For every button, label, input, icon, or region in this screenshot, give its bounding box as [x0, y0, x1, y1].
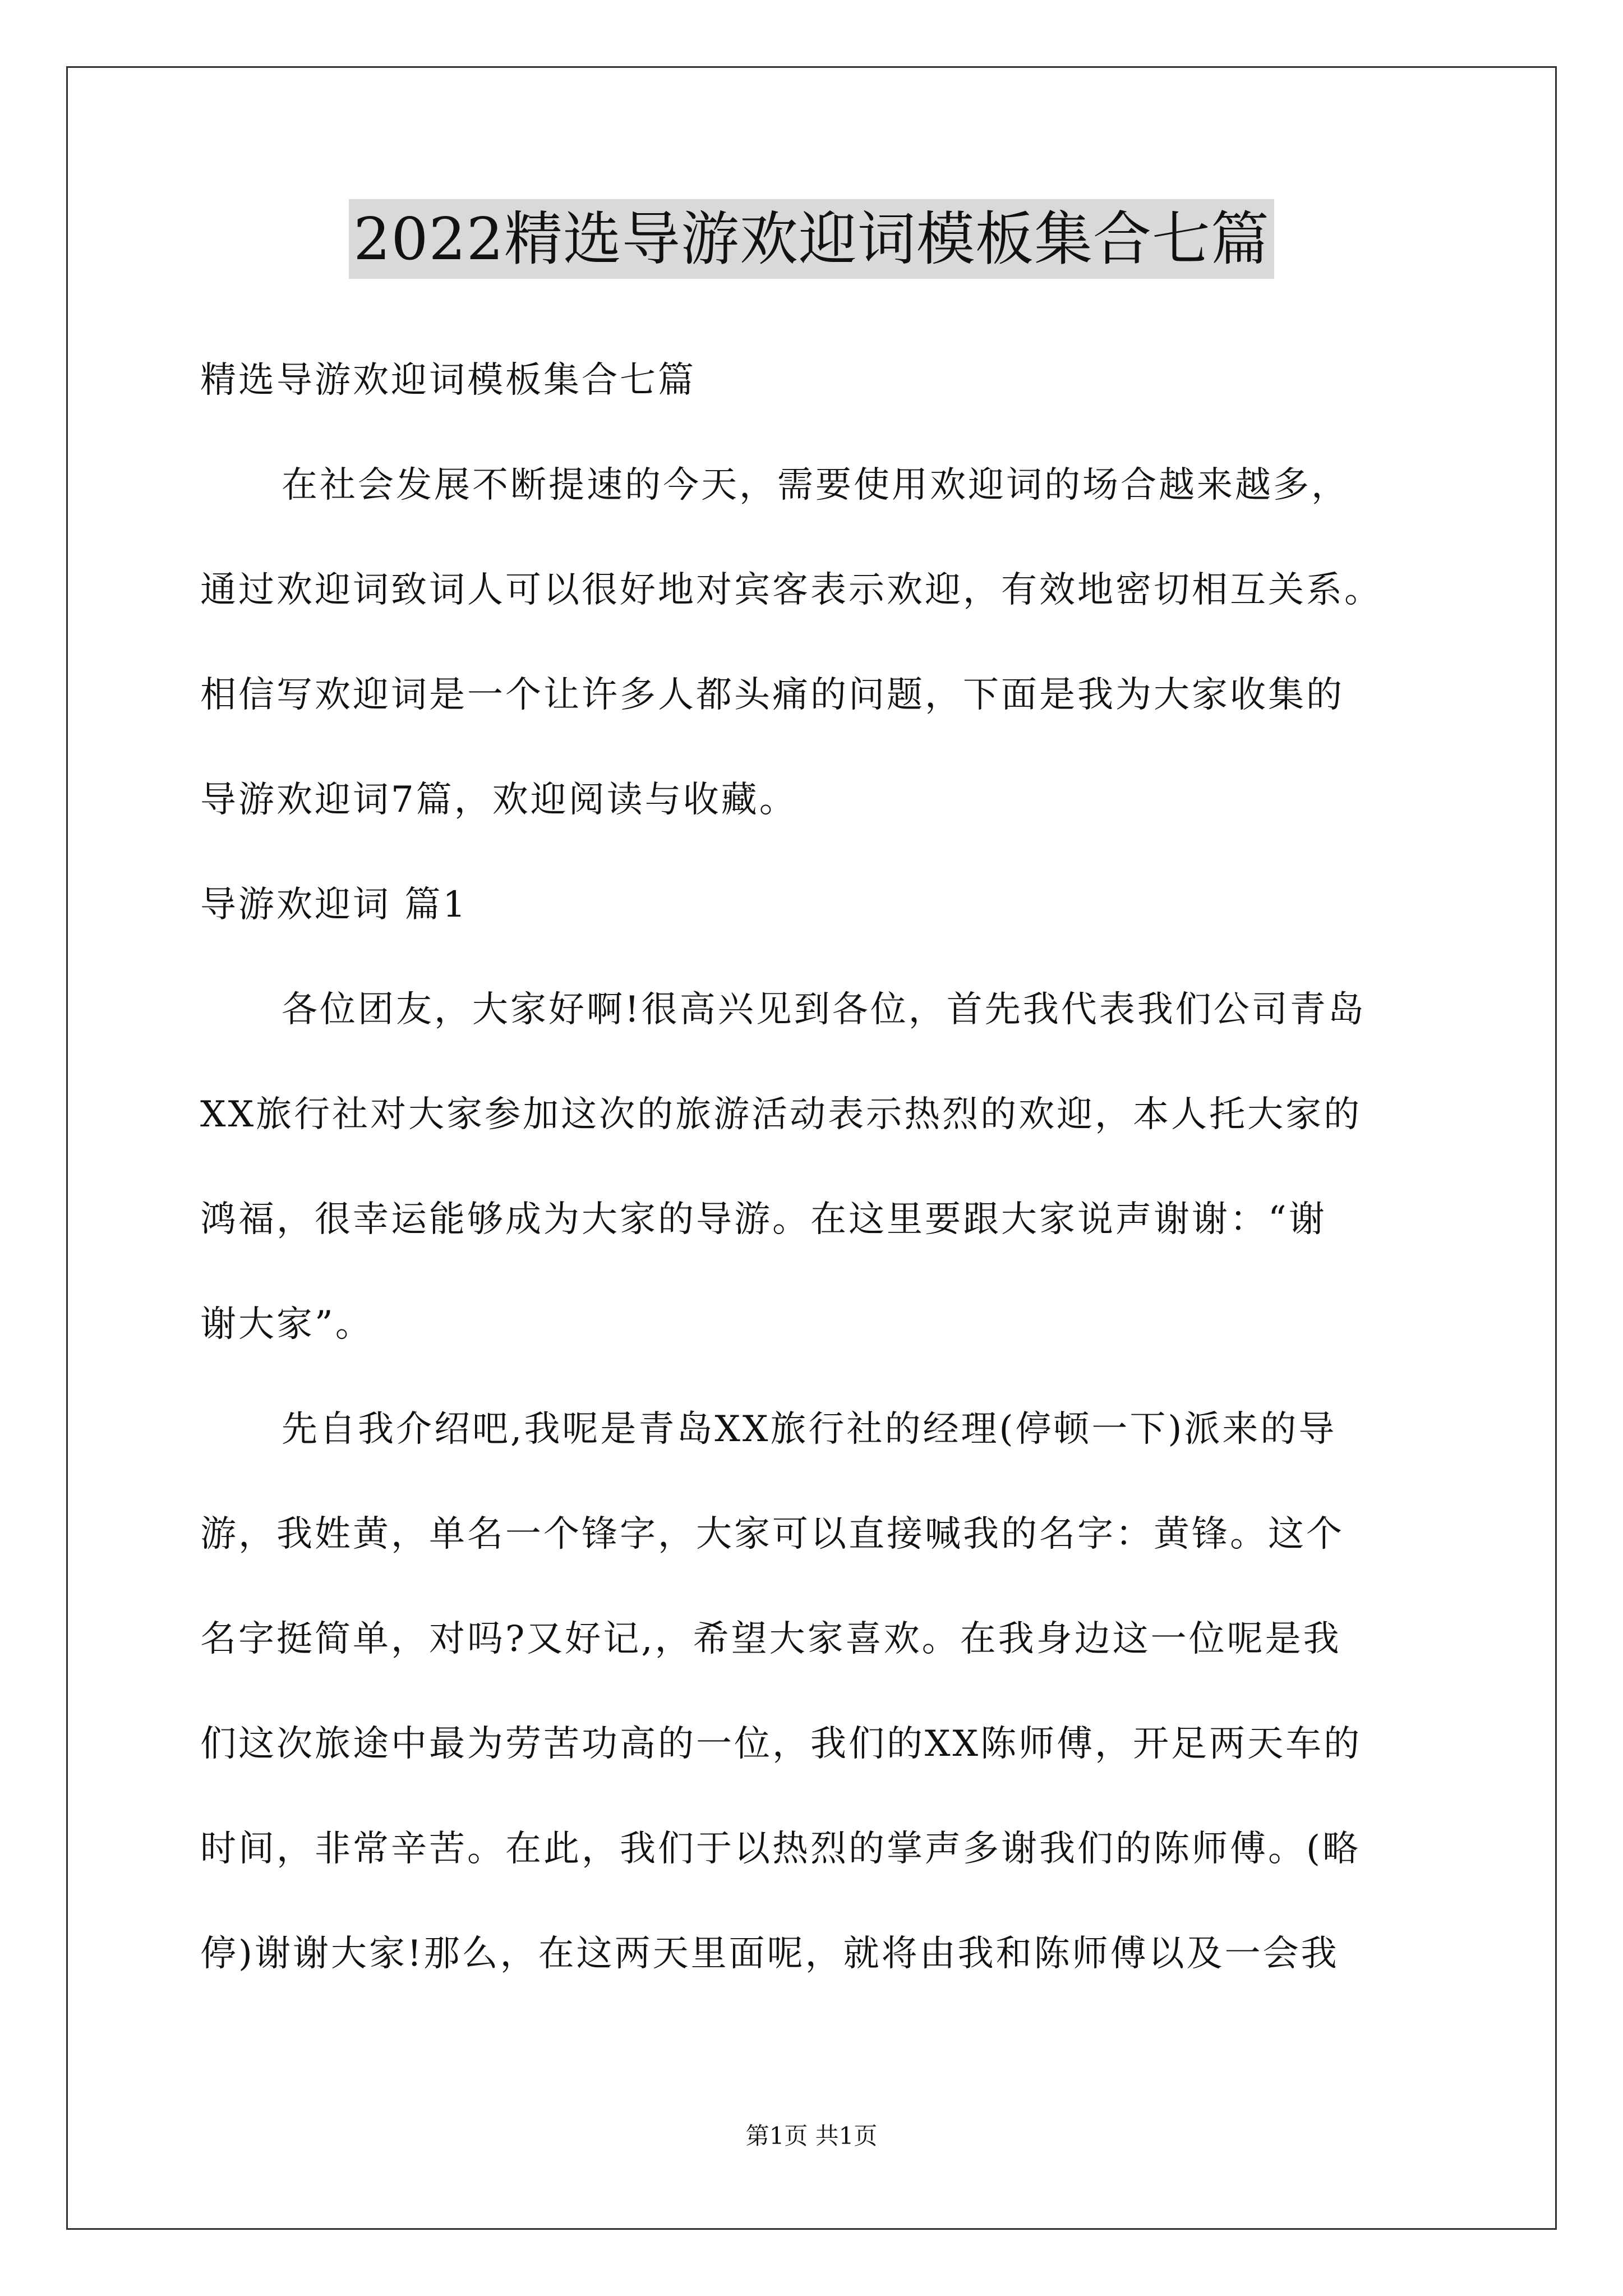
- paragraph2-line-2: 游，我姓黄，单名一个锋字，大家可以直接喊我的名字：黄锋。这个: [200, 1513, 1344, 1555]
- paragraph2-line-4: 们这次旅途中最为劳苦功高的一位，我们的XX陈师傅，开足两天车的: [200, 1723, 1362, 1765]
- page-footer: 第1页 共1页: [745, 2122, 878, 2150]
- intro-line-2: 通过欢迎词致词人可以很好地对宾客表示欢迎，有效地密切相互关系。: [200, 569, 1382, 611]
- paragraph2-line-3: 名字挺简单，对吗?又好记,，希望大家喜欢。在我身边这一位呢是我: [200, 1618, 1341, 1660]
- paragraph2-line-5: 时间，非常辛苦。在此，我们于以热烈的掌声多谢我们的陈师傅。(略: [200, 1828, 1361, 1870]
- paragraph1-line-3: 鸿福，很幸运能够成为大家的导游。在这里要跟大家说声谢谢：“谢: [200, 1199, 1327, 1240]
- document-subtitle: 精选导游欢迎词模板集合七篇: [200, 360, 696, 401]
- section-heading: 导游欢迎词 篇1: [200, 884, 468, 926]
- paragraph1-line-2: XX旅行社对大家参加这次的旅游活动表示热烈的欢迎，本人托大家的: [200, 1094, 1362, 1135]
- document-title: 2022精选导游欢迎词模板集合七篇: [349, 199, 1274, 279]
- title-area: [0, 199, 1623, 279]
- intro-line-3: 相信写欢迎词是一个让许多人都头痛的问题，下面是我为大家收集的: [200, 674, 1344, 716]
- paragraph2-line-1: 先自我介绍吧,我呢是青岛XX旅行社的经理(停顿一下)派来的导: [282, 1409, 1337, 1450]
- intro-line-4: 导游欢迎词7篇，欢迎阅读与收藏。: [200, 779, 797, 821]
- intro-line-1: 在社会发展不断提速的今天，需要使用欢迎词的场合越来越多，: [282, 464, 1349, 506]
- paragraph1-line-4: 谢大家”。: [200, 1304, 374, 1345]
- paragraph2-line-6: 停)谢谢大家!那么，在这两天里面呢，就将由我和陈师傅以及一会我: [200, 1933, 1339, 1975]
- paragraph1-line-1: 各位团友，大家好啊!很高兴见到各位，首先我代表我们公司青岛: [282, 989, 1366, 1030]
